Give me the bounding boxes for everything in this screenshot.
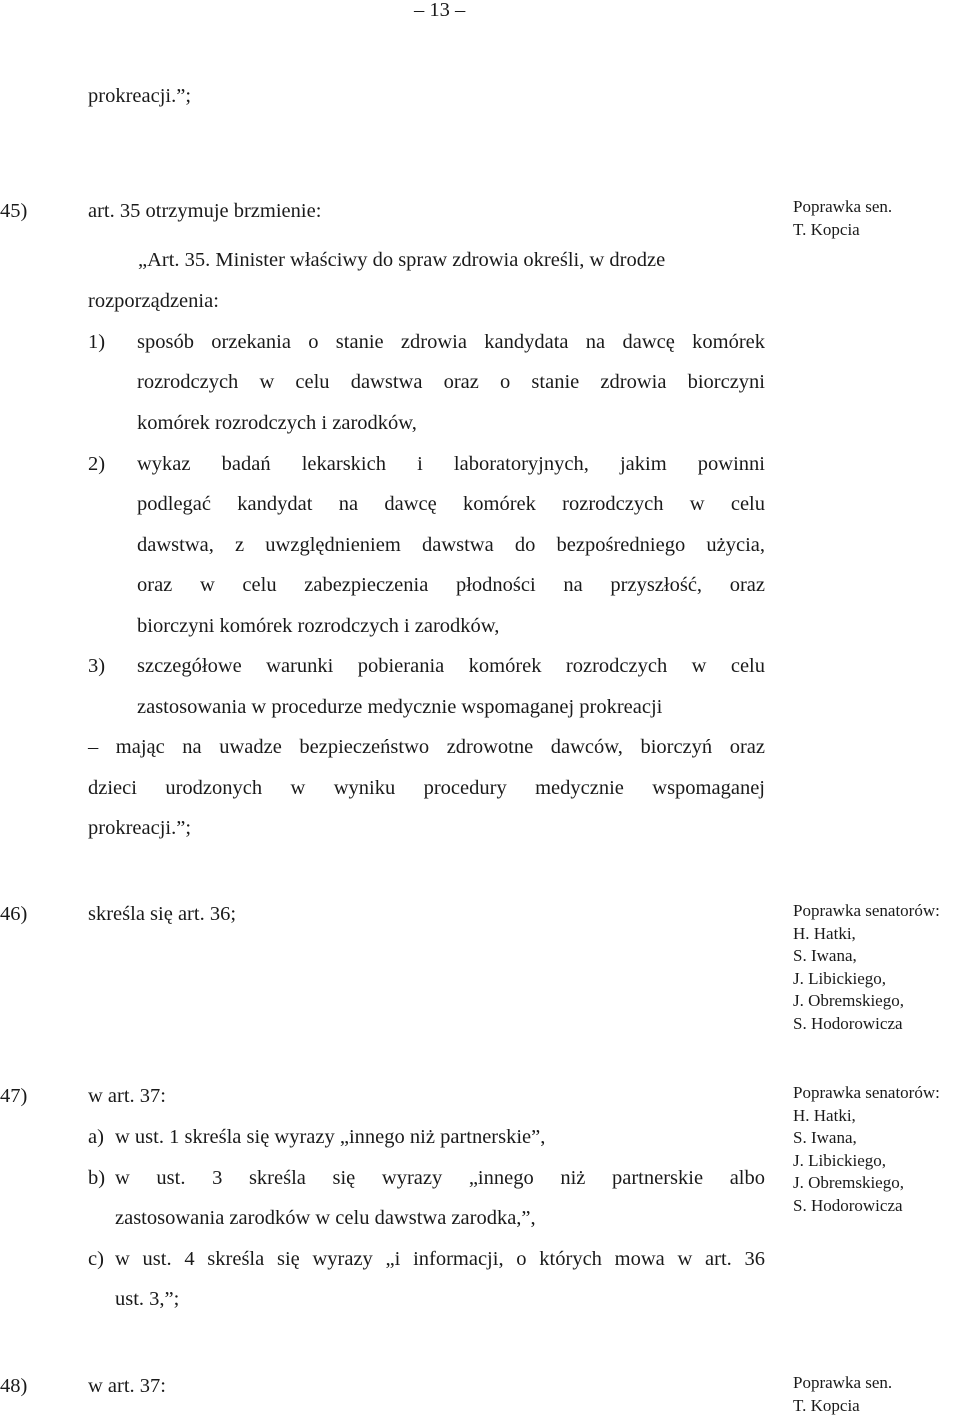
amendment-source-note <box>793 1372 892 1417</box>
previous-item-ending: prokreacji.”; <box>88 85 192 107</box>
item-number: 46) <box>0 903 28 925</box>
point-number: 3) <box>88 655 106 677</box>
amendment-source-note <box>793 196 892 241</box>
item-intro: w art. 37: <box>88 1375 166 1397</box>
point-text-line: wykaz badań lekarskich i laboratoryjnych, jakim powinni <box>137 453 765 475</box>
page-number: – 13 – <box>414 0 466 21</box>
point-number: 2) <box>88 453 106 475</box>
note-line: S. Hodorowicza <box>793 1013 903 1033</box>
point-number: 1) <box>88 331 106 353</box>
point-text-line: biorczyni komórek rozrodczych i zarodków, <box>137 615 500 637</box>
point-text-line: sposób orzekania o stanie zdrowia kandydata na dawcę komórek <box>137 331 765 353</box>
closing-text-line: prokreacji.”; <box>88 817 192 839</box>
note-line: Poprawka senatorów: <box>793 901 940 920</box>
note-line: S. Iwana, <box>793 946 857 966</box>
item-number: 45) <box>0 200 28 222</box>
item-intro: w art. 37: <box>88 1085 166 1107</box>
note-line: T. Kopcia <box>793 219 860 239</box>
article-text-line: rozporządzenia: <box>88 290 219 312</box>
note-line: J. Libickiego, <box>793 1150 887 1170</box>
letter-text-line: w ust. 4 skreśla się wyrazy „i informacji, o których mowa w art. 36 <box>115 1248 765 1270</box>
point-text-line: rozrodczych w celu dawstwa oraz o stanie zdrowia biorczyni <box>137 371 765 393</box>
letter-number: b) <box>88 1167 106 1189</box>
letter-text-line: w ust. 1 skreśla się wyrazy „innego niż partnerskie”, <box>115 1126 546 1148</box>
letter-number: a) <box>88 1126 104 1148</box>
letter-number: c) <box>88 1248 104 1270</box>
note-line: Poprawka sen. <box>793 197 893 216</box>
point-text-line: zastosowania w procedurze medycznie wspomaganej prokreacji <box>137 696 663 718</box>
point-text-line: komórek rozrodczych i zarodków, <box>137 412 417 434</box>
closing-text-line: dzieci urodzonych w wyniku procedury medycznie wspomaganej <box>88 777 765 799</box>
item-intro: art. 35 otrzymuje brzmienie: <box>88 200 322 222</box>
closing-text-line: – mając na uwadze bezpieczeństwo zdrowotne dawców, biorczyń oraz <box>88 736 765 758</box>
point-text-line: dawstwa, z uwzględnieniem dawstwa do bezpośredniego użycia, <box>137 534 765 556</box>
note-line: S. Hodorowicza <box>793 1195 903 1215</box>
note-line: J. Libickiego, <box>793 968 887 988</box>
amendment-source-note <box>793 1082 940 1218</box>
note-line: H. Hatki, <box>793 923 856 943</box>
point-text-line: oraz w celu zabezpieczenia płodności na przyszłość, oraz <box>137 574 765 596</box>
note-line: Poprawka senatorów: <box>793 1083 940 1102</box>
note-line: H. Hatki, <box>793 1105 856 1125</box>
letter-text-line: w ust. 3 skreśla się wyrazy „innego niż partnerskie albo <box>115 1167 765 1189</box>
point-text-line: szczegółowe warunki pobierania komórek rozrodczych w celu <box>137 655 765 677</box>
note-line: S. Iwana, <box>793 1128 857 1148</box>
note-line: J. Obremskiego, <box>793 1173 904 1193</box>
letter-text-line: ust. 3,”; <box>115 1288 180 1310</box>
point-text-line: podlegać kandydat na dawcę komórek rozrodczych w celu <box>137 493 765 515</box>
note-line: J. Obremskiego, <box>793 991 904 1011</box>
amendment-source-note <box>793 900 940 1036</box>
item-text: skreśla się art. 36; <box>88 903 237 925</box>
letter-text-line: zastosowania zarodków w celu dawstwa zarodka,”, <box>115 1207 536 1229</box>
item-number: 48) <box>0 1375 28 1397</box>
note-line: T. Kopcia <box>793 1395 860 1415</box>
note-line: Poprawka sen. <box>793 1373 893 1392</box>
item-number: 47) <box>0 1085 28 1107</box>
article-text-line: „Art. 35. Minister właściwy do spraw zdrowia określi, w drodze <box>138 249 666 271</box>
